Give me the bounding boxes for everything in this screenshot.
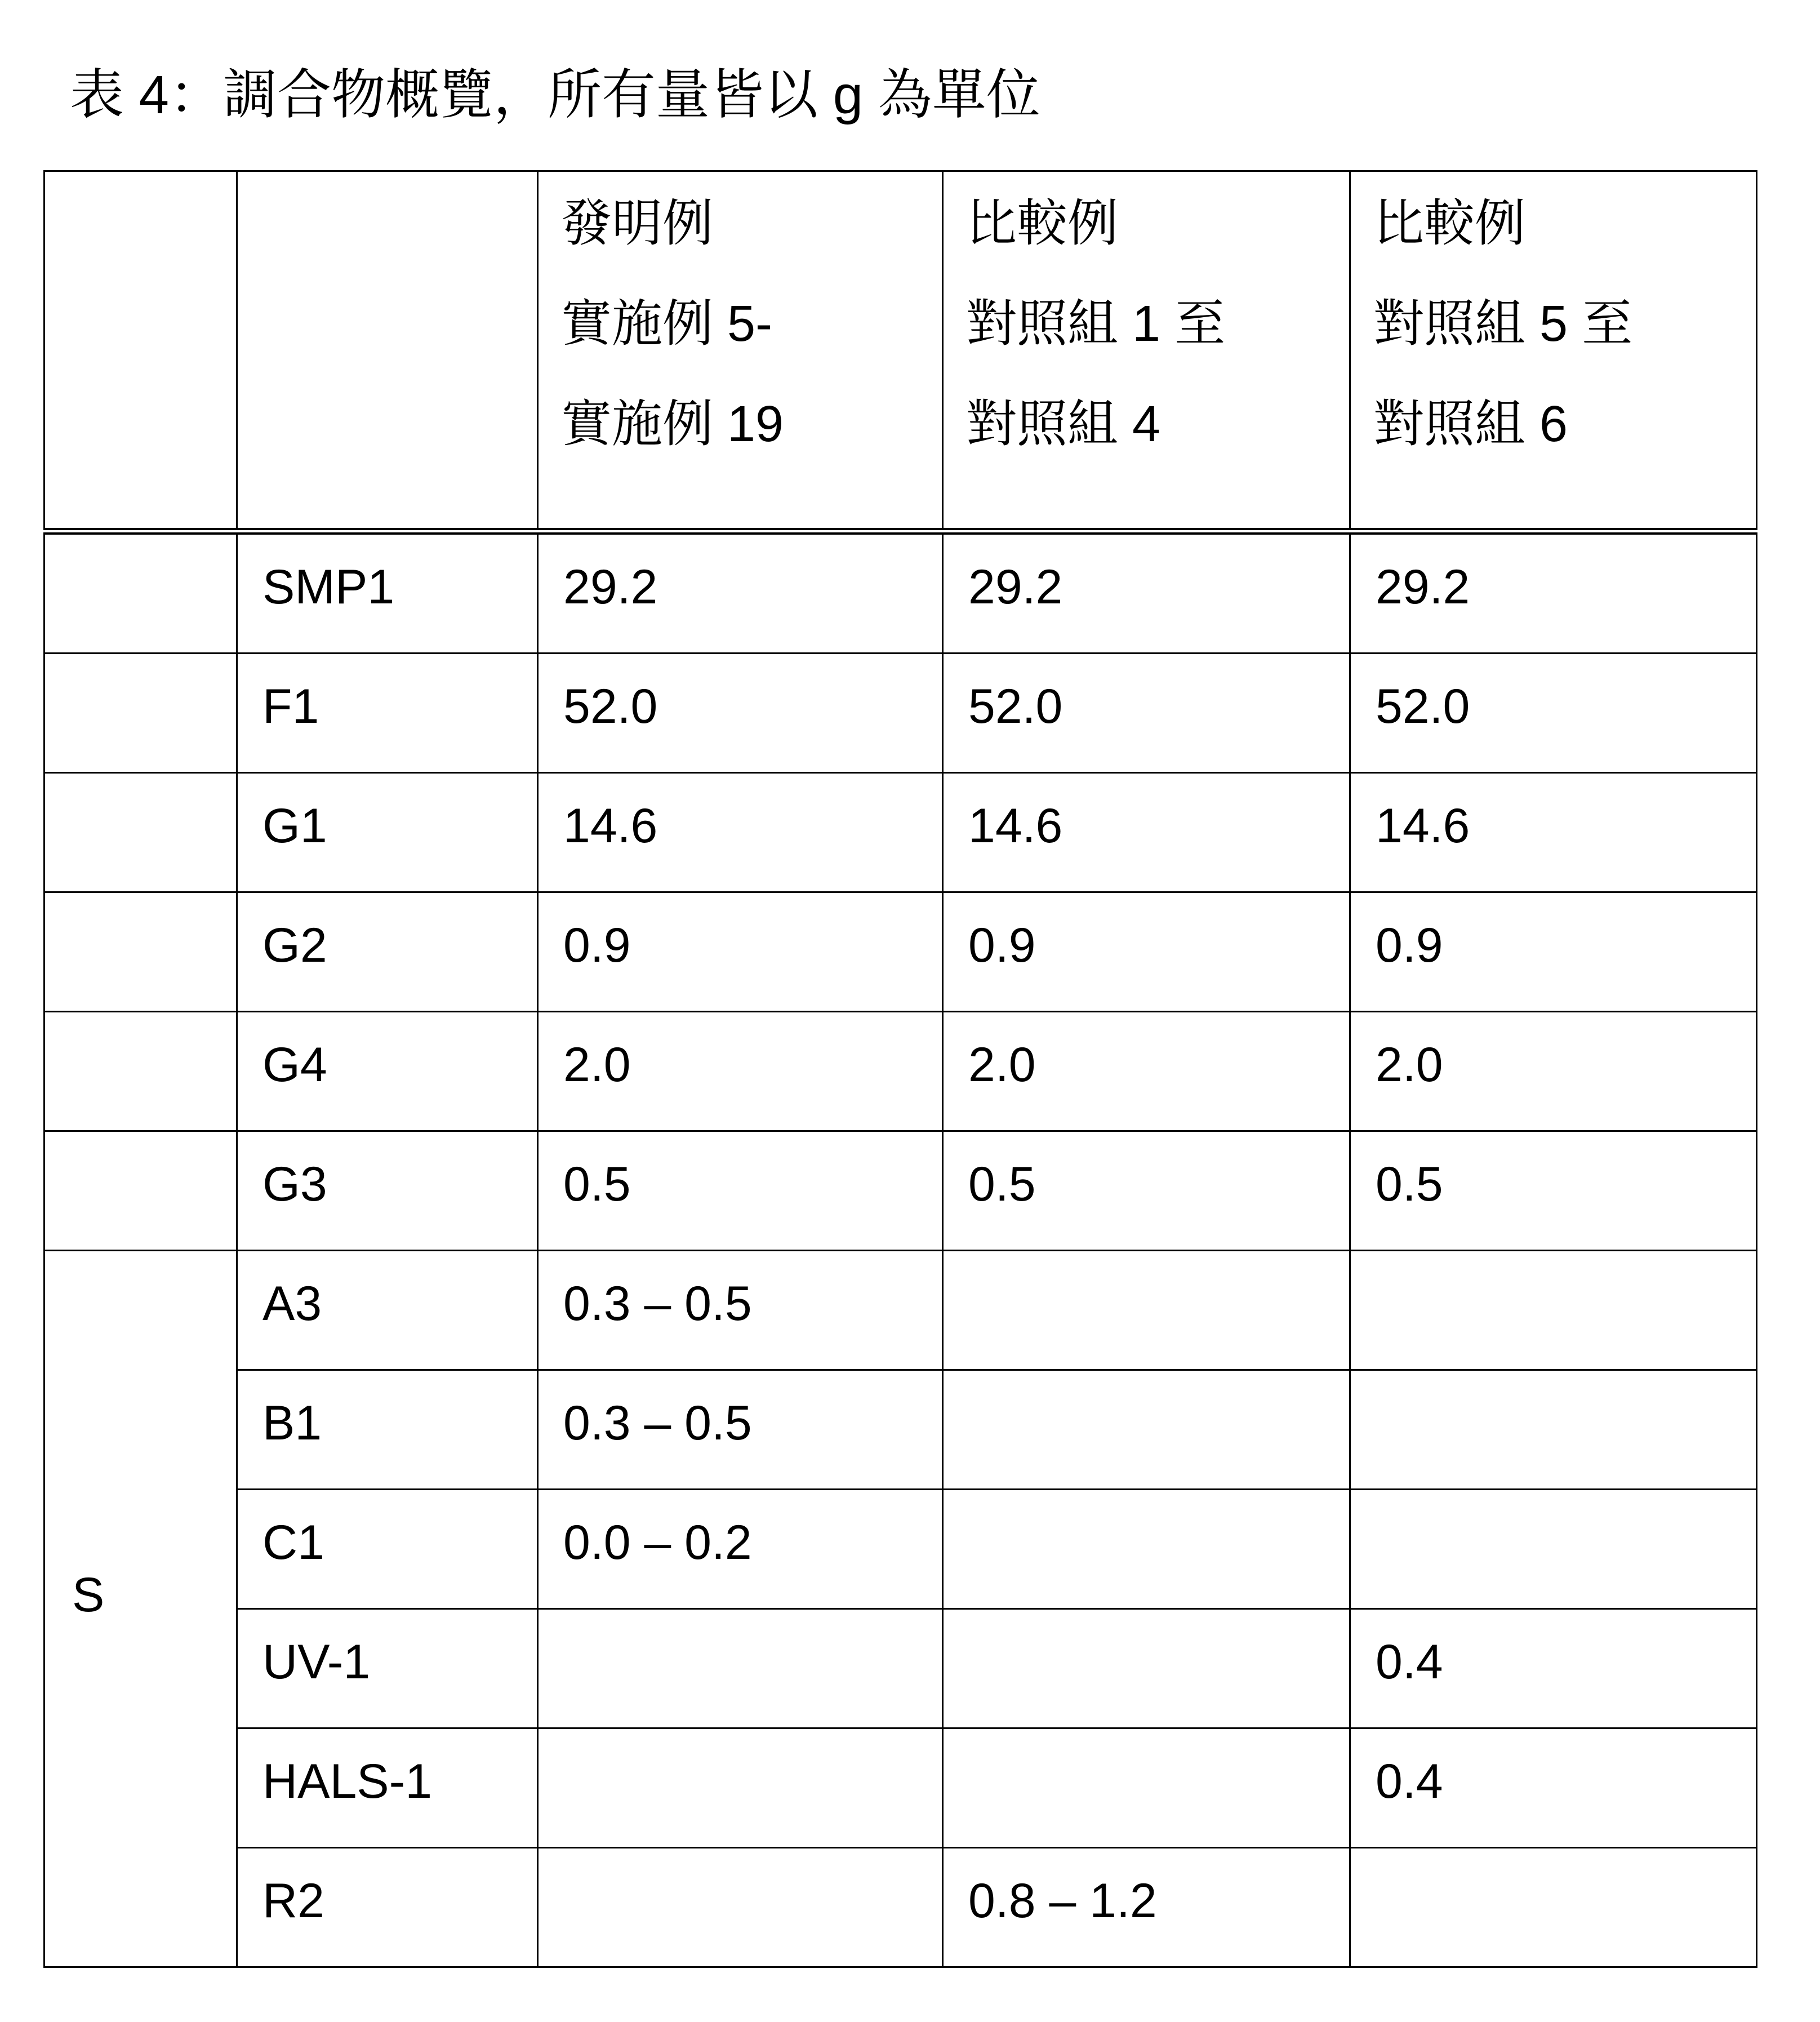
value-text — [1351, 1490, 1756, 1518]
header-line: 比較例 — [1373, 195, 1525, 252]
value-text: 14.6 — [563, 799, 658, 853]
value-text — [1351, 1371, 1756, 1399]
table-row — [45, 1251, 1757, 1370]
component-label: UV-1 — [262, 1635, 371, 1689]
value-text: 0.9 — [563, 918, 631, 972]
value-text — [539, 1729, 942, 1757]
value-cell-comparative-5-6 — [1350, 1251, 1757, 1370]
value-cell-comparative-1-4 — [943, 1609, 1350, 1728]
component-cell — [237, 1012, 538, 1131]
table-row — [45, 1131, 1757, 1251]
value-text: 0.8 – 1.2 — [968, 1874, 1157, 1928]
value-cell-inventive — [538, 531, 943, 654]
value-text: 2.0 — [1376, 1038, 1443, 1092]
table-row — [45, 1490, 1757, 1609]
value-cell-comparative-5-6 — [1350, 1728, 1757, 1848]
component-label: G4 — [262, 1038, 327, 1092]
value-cell-comparative-1-4 — [943, 1370, 1350, 1490]
component-label: G2 — [262, 918, 327, 972]
group-cell-empty — [45, 1131, 237, 1251]
formulation-table — [43, 170, 1757, 1968]
component-label: C1 — [262, 1516, 324, 1570]
component-cell — [237, 1131, 538, 1251]
value-text — [944, 1251, 1349, 1279]
component-cell — [237, 892, 538, 1012]
value-cell-comparative-5-6 — [1350, 654, 1757, 773]
value-text: 14.6 — [1376, 799, 1470, 853]
value-cell-comparative-1-4 — [943, 773, 1350, 892]
value-cell-comparative-5-6 — [1350, 1490, 1757, 1609]
header-cell-component — [237, 171, 538, 532]
value-text: 52.0 — [968, 679, 1063, 734]
value-cell-inventive — [538, 1728, 943, 1848]
value-text: 0.5 — [563, 1157, 631, 1211]
value-text — [1351, 1848, 1756, 1877]
value-cell-comparative-5-6 — [1350, 1848, 1757, 1967]
group-label: S — [72, 1567, 105, 1622]
value-text — [944, 1371, 1349, 1399]
component-label: R2 — [262, 1874, 324, 1928]
value-text: 0.5 — [1376, 1157, 1443, 1211]
value-cell-inventive — [538, 1490, 943, 1609]
value-text — [539, 1848, 942, 1877]
value-cell-inventive — [538, 1848, 943, 1967]
value-cell-inventive — [538, 1251, 943, 1370]
value-text: 0.9 — [968, 918, 1036, 972]
table-row — [45, 1848, 1757, 1967]
value-text: 52.0 — [563, 679, 658, 734]
component-cell — [237, 1251, 538, 1370]
component-label: HALS-1 — [262, 1754, 433, 1808]
value-cell-inventive — [538, 654, 943, 773]
group-cell-s — [45, 1251, 237, 1967]
group-cell-empty — [45, 773, 237, 892]
value-cell-comparative-1-4 — [943, 1848, 1350, 1967]
component-cell — [237, 773, 538, 892]
table-row — [45, 773, 1757, 892]
value-text: 52.0 — [1376, 679, 1470, 734]
header-line: 對照組 4 — [966, 396, 1161, 452]
value-text: 2.0 — [968, 1038, 1036, 1092]
value-cell-inventive — [538, 1012, 943, 1131]
value-cell-inventive — [538, 773, 943, 892]
table-row — [45, 1012, 1757, 1131]
group-cell-empty — [45, 892, 237, 1012]
value-cell-comparative-5-6 — [1350, 1131, 1757, 1251]
value-cell-comparative-5-6 — [1350, 773, 1757, 892]
value-text — [944, 1729, 1349, 1757]
value-text — [1351, 1251, 1756, 1279]
component-label: G3 — [262, 1157, 327, 1211]
value-cell-comparative-1-4 — [943, 1012, 1350, 1131]
value-cell-comparative-5-6 — [1350, 1609, 1757, 1728]
value-text: 29.2 — [1376, 560, 1470, 614]
value-cell-comparative-1-4 — [943, 654, 1350, 773]
component-cell — [237, 1848, 538, 1967]
value-cell-comparative-5-6 — [1350, 531, 1757, 654]
header-line: 比較例 — [966, 195, 1118, 252]
component-cell — [237, 1609, 538, 1728]
value-text: 0.4 — [1376, 1754, 1443, 1808]
component-cell — [237, 1728, 538, 1848]
value-cell-comparative-1-4 — [943, 892, 1350, 1012]
value-text: 0.0 – 0.2 — [563, 1516, 752, 1570]
component-label: A3 — [262, 1277, 322, 1331]
header-line: 實施例 19 — [561, 396, 784, 452]
value-cell-comparative-1-4 — [943, 1251, 1350, 1370]
value-text: 14.6 — [968, 799, 1063, 853]
table-row — [45, 1370, 1757, 1490]
table-row — [45, 1728, 1757, 1848]
value-text — [944, 1610, 1349, 1638]
value-text — [539, 1610, 942, 1638]
header-line: 發明例 — [561, 195, 713, 252]
value-cell-inventive — [538, 1370, 943, 1490]
component-label: G1 — [262, 799, 327, 853]
component-label: SMP1 — [262, 560, 395, 614]
value-text: 29.2 — [563, 560, 658, 614]
value-cell-comparative-1-4 — [943, 531, 1350, 654]
value-text: 0.5 — [968, 1157, 1036, 1211]
value-cell-inventive — [538, 1609, 943, 1728]
value-cell-comparative-1-4 — [943, 1728, 1350, 1848]
header-line: 對照組 5 至 — [1373, 296, 1633, 352]
value-cell-inventive — [538, 892, 943, 1012]
value-text: 0.4 — [1376, 1635, 1443, 1689]
group-cell-empty — [45, 531, 237, 654]
group-cell-empty — [45, 654, 237, 773]
table-title: 表 4：調合物概覽，所有量皆以 g 為單位 — [70, 65, 1040, 125]
component-label: B1 — [262, 1396, 322, 1450]
header-row — [45, 171, 1757, 532]
header-cell-comparative-1-4 — [943, 171, 1350, 532]
table-row — [45, 531, 1757, 654]
value-cell-comparative-5-6 — [1350, 1012, 1757, 1131]
component-cell — [237, 1370, 538, 1490]
value-text: 0.3 – 0.5 — [563, 1396, 752, 1450]
header-line: 實施例 5- — [561, 296, 773, 352]
value-text: 29.2 — [968, 560, 1063, 614]
value-cell-comparative-1-4 — [943, 1490, 1350, 1609]
table-row — [45, 892, 1757, 1012]
table-row — [45, 1609, 1757, 1728]
header-line: 對照組 6 — [1373, 396, 1568, 452]
value-cell-comparative-5-6 — [1350, 1370, 1757, 1490]
value-cell-comparative-5-6 — [1350, 892, 1757, 1012]
value-text — [944, 1490, 1349, 1518]
table-row — [45, 654, 1757, 773]
header-cell-inventive-examples — [538, 171, 943, 532]
header-cell-comparative-5-6 — [1350, 171, 1757, 532]
header-cell-group — [45, 171, 237, 532]
component-cell — [237, 654, 538, 773]
value-cell-comparative-1-4 — [943, 1131, 1350, 1251]
header-line: 對照組 1 至 — [966, 296, 1226, 352]
value-cell-inventive — [538, 1131, 943, 1251]
value-text: 0.3 – 0.5 — [563, 1277, 752, 1331]
value-text: 0.9 — [1376, 918, 1443, 972]
component-cell — [237, 531, 538, 654]
component-label: F1 — [262, 679, 319, 734]
value-text: 2.0 — [563, 1038, 631, 1092]
group-cell-empty — [45, 1012, 237, 1131]
component-cell — [237, 1490, 538, 1609]
